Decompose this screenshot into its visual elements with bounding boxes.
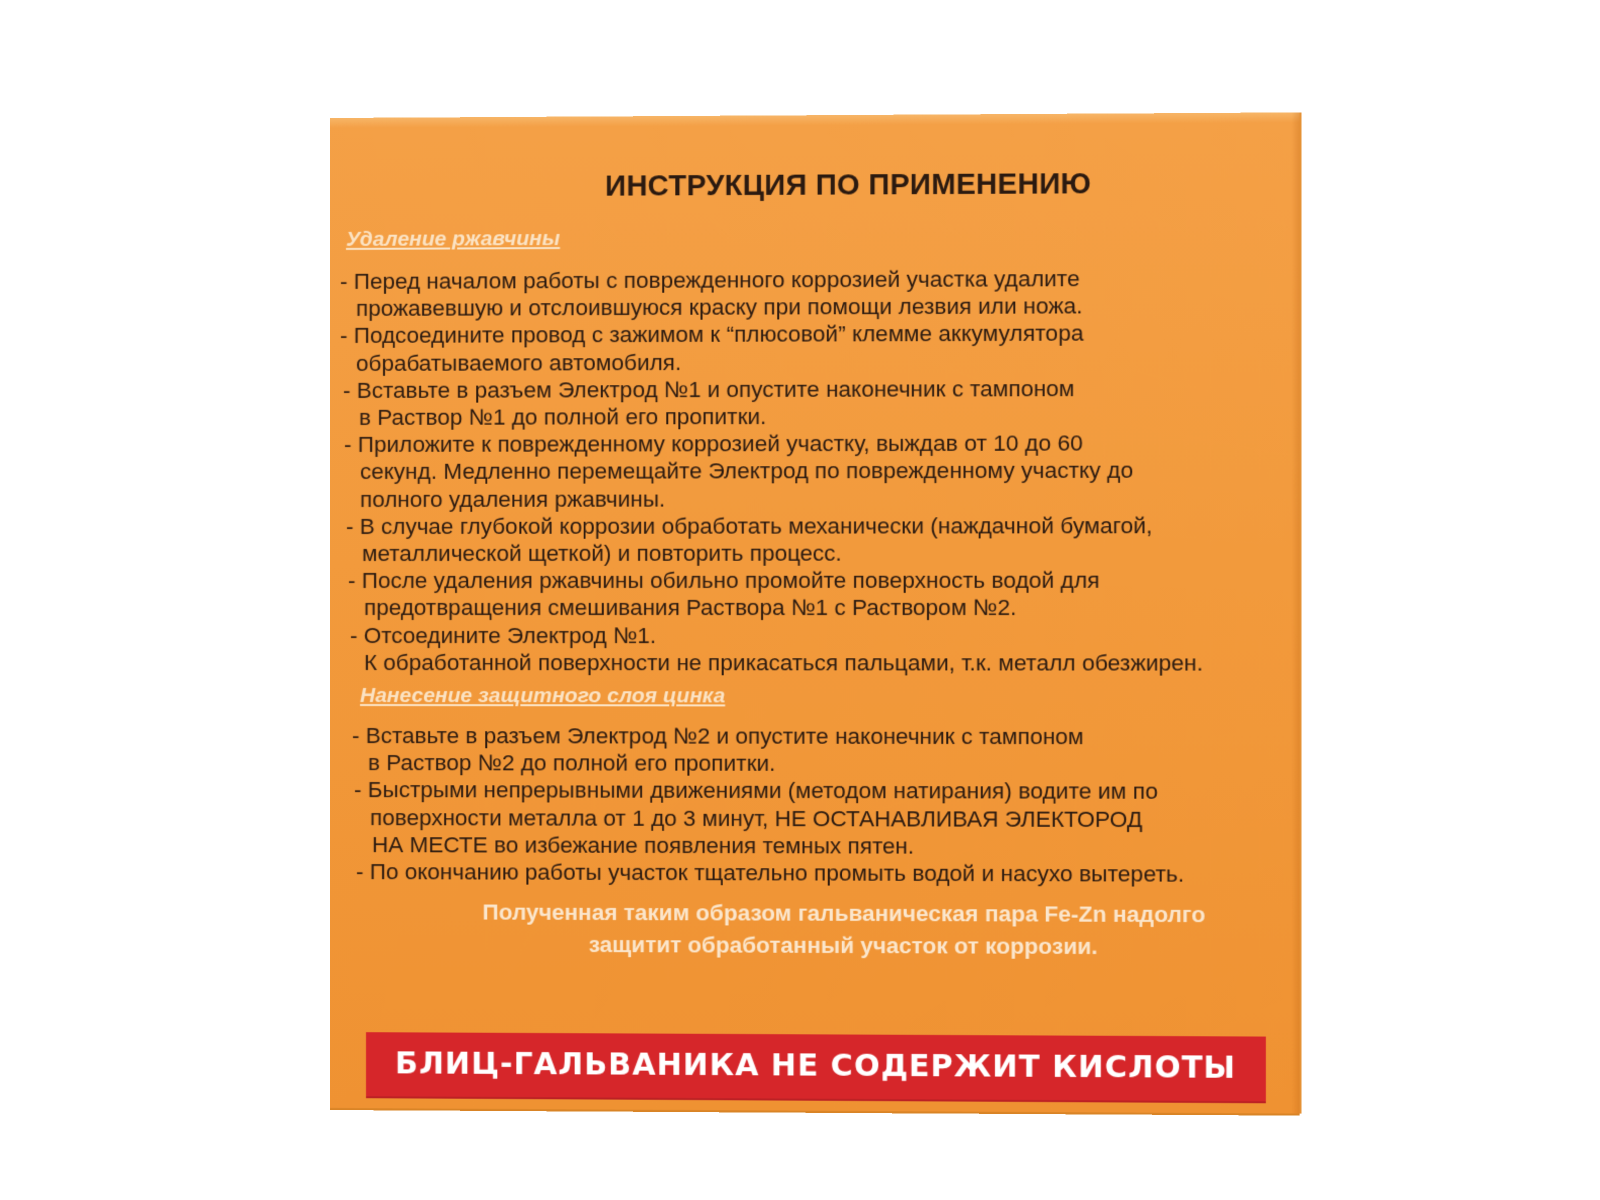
list-item xyxy=(352,722,1184,778)
step-line: - После удаления ржавчины обильно промойте поверхность водой для xyxy=(347,567,1100,594)
step-line: в Раствор №1 до полной его пропитки. xyxy=(359,403,767,430)
list-item xyxy=(348,567,1203,622)
list-item xyxy=(350,622,1203,677)
section-heading-rust-removal: Удаление ржавчины xyxy=(345,226,560,251)
step-line: - Вставьте в разъем Электрод №1 и опустите наконечник с тампоном xyxy=(342,375,1075,403)
conclusion-note xyxy=(330,896,1300,964)
conclusion-line: защитит обработанный участок от коррозии. xyxy=(588,931,1098,960)
list-item xyxy=(356,858,1184,888)
step-line: прожавевшую и отслоившуюся краску при помощи лезвия или ножа. xyxy=(356,293,1083,322)
product-box-back-panel xyxy=(330,112,1300,1113)
banner-text: БЛИЦ-ГАЛЬВАНИКА НЕ СОДЕРЖИТ КИСЛОТЫ xyxy=(395,1046,1237,1086)
step-line: - По окончанию работы участок тщательно промыть водой и насухо вытереть. xyxy=(356,859,1185,887)
list-item xyxy=(344,429,1203,512)
step-line: - Вставьте в разъем Электрод №2 и опустите наконечник с тампоном xyxy=(352,723,1084,750)
list-item xyxy=(343,374,1203,431)
step-line: секунд. Медленно перемещайте Электрод по поврежденному участку до xyxy=(360,457,1134,485)
list-item xyxy=(340,264,1203,322)
step-line: в Раствор №2 до полной его пропитки. xyxy=(368,750,776,777)
step-line: полного удаления ржавчины. xyxy=(360,486,666,512)
list-item xyxy=(354,776,1184,860)
instruction-title: ИНСТРУКЦИЯ ПО ПРИМЕНЕНИЮ xyxy=(605,168,1092,203)
step-line: поверхности металла от 1 до 3 минут, НЕ ОСТАНАВЛИВАЯ ЭЛЕКТОРОД xyxy=(370,804,1143,832)
list-item xyxy=(346,512,1203,567)
list-item xyxy=(340,319,1203,376)
zinc-coating-steps xyxy=(352,722,1184,888)
step-line: НА МЕСТЕ во избежание появления темных пятен. xyxy=(372,831,915,859)
step-line: металлической щеткой) и повторить процесс. xyxy=(362,540,842,567)
step-line: - В случае глубокой коррозии обработать механически (наждачной бумагой, xyxy=(345,512,1153,539)
step-line: - Отсоедините Электрод №1. xyxy=(350,622,657,648)
step-line: предотвращения смешивания Раствора №1 с Раствором №2. xyxy=(364,595,1017,621)
no-acid-banner xyxy=(366,1032,1266,1103)
step-line: - Приложите к поврежденному коррозией участку, выждав от 10 до 60 xyxy=(343,430,1083,458)
step-line: К обработанной поверхности не прикасаться пальцами, т.к. металл обезжирен. xyxy=(364,649,1204,676)
conclusion-line: Полученная таким образом гальваническая пара Fe-Zn надолго xyxy=(482,899,1206,928)
step-line: - Перед началом работы с поврежденного коррозией участка удалите xyxy=(339,265,1080,294)
step-line: - Подсоедините провод с зажимом к “плюсовой” клемме аккумулятора xyxy=(339,320,1084,349)
section-heading-zinc-coating: Нанесение защитного слоя цинка xyxy=(360,684,726,708)
step-line: - Быстрыми непрерывными движениями (методом натирания) водите им по xyxy=(354,777,1158,805)
step-line: обрабатываемого автомобиля. xyxy=(356,349,682,376)
rust-removal-steps xyxy=(340,264,1203,676)
